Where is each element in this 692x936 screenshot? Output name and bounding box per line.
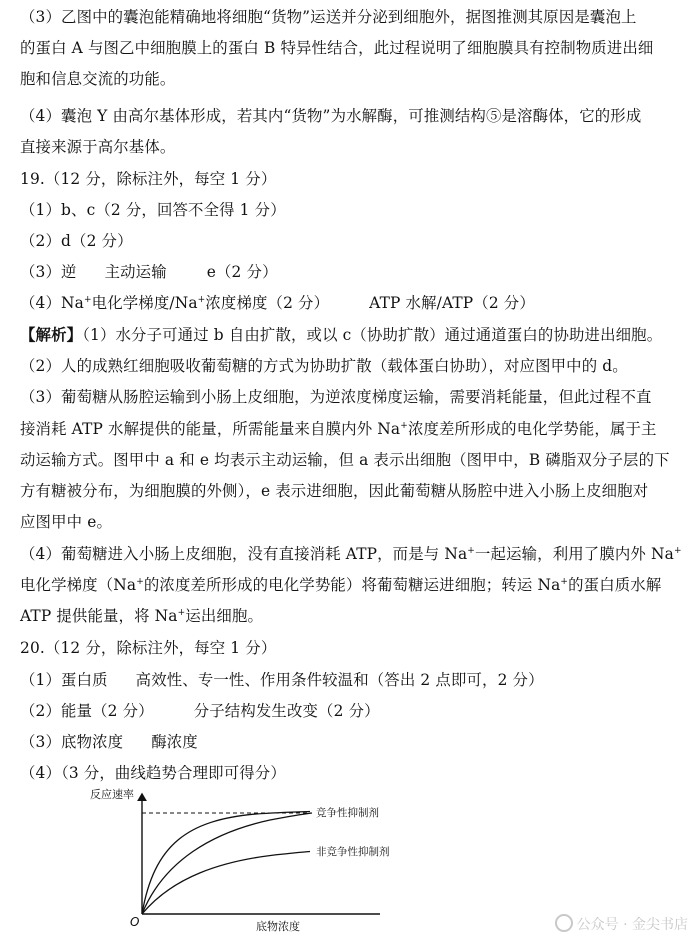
q20-answer-2-blank2: 分子结构发生改变（2 分） <box>193 702 380 720</box>
q20-answer-3 <box>20 731 684 753</box>
superscript-plus: + <box>560 577 569 587</box>
analysis-text: （4）葡萄糖进入小肠上皮细胞，没有直接消耗 ATP，而是与 Na <box>20 545 468 563</box>
q19-analysis-4-line2 <box>20 574 684 596</box>
q19-analysis-3-line5: 应图甲中 e。 <box>20 513 113 531</box>
q20-answer-3-blank1: （3）底物浓度 <box>20 733 124 751</box>
q20-answer-2 <box>20 700 684 722</box>
watermark <box>555 914 688 934</box>
superscript-plus: + <box>136 577 144 587</box>
q18-part4-line2: 直接来源于高尔基体。 <box>20 138 176 156</box>
legend-competitive-inhibitor: 竞争性抑制剂 <box>316 807 379 819</box>
q20-answer-1-blank2: 高效性、专一性、作用条件较温和（答出 2 点即可，2 分） <box>135 671 544 689</box>
analysis-text: 运出细胞。 <box>185 607 264 625</box>
q20-answer-2-blank1: （2）能量（2 分） <box>20 702 154 720</box>
analysis-text: 浓度差所形成的电化学势能，属于主 <box>407 420 657 438</box>
analysis-text: 的浓度差所形成的电化学势能）将葡萄糖运进细胞；转运 Na <box>143 576 561 594</box>
reaction-rate-graph <box>80 786 440 936</box>
q19-analysis-3-line1: （3）葡萄糖从肠腔运输到小肠上皮细胞，为逆浓度梯度运输，需要消耗能量，但此过程不直 <box>20 388 652 406</box>
analysis-text: ATP 提供能量，将 Na <box>20 607 178 625</box>
analysis-text: 接消耗 ATP 水解提供的能量，所需能量来自膜内外 Na <box>20 420 401 438</box>
q18-part4-line1: （4）囊泡 Y 由高尔基体形成，若其内“货物”为水解酶，可推测结构⑤是溶酶体，它的形成 <box>20 107 642 125</box>
q20-header: 20.（12 分，除标注外，每空 1 分） <box>20 639 277 657</box>
q19-answer-3-blank3: e（2 分） <box>206 263 278 281</box>
superscript-plus: + <box>83 295 92 305</box>
watermark-text: 公众号 · 金尖书店 <box>576 917 688 933</box>
curve-noncompetitive-inhibitor <box>142 852 310 915</box>
superscript-plus: + <box>400 421 408 431</box>
q20-answer-1 <box>20 669 684 691</box>
superscript-plus: + <box>673 546 682 556</box>
q19-analysis-4-line1 <box>20 543 684 565</box>
q20-answer-3-blank2: 酶浓度 <box>151 733 198 751</box>
q18-part3-line1: （3）乙图中的囊泡能精确地将细胞“货物”运送并分泌到细胞外，据图推测其原因是囊泡上 <box>20 8 637 26</box>
q19-analysis-2: （2）人的成熟红细胞吸收葡萄糖的方式为协助扩散（载体蛋白协助），对应图甲中的 d。 <box>20 357 628 375</box>
q19-analysis-1 <box>20 324 684 346</box>
q19-answer-3-blank2: 主动运输 <box>104 263 167 281</box>
superscript-plus: + <box>197 295 206 305</box>
q19-analysis-3-line3: 动运输方式。图甲中 a 和 e 均表示主动运输，但 a 表示出细胞（图甲中，B 磷脂双分子层的下 <box>20 451 670 469</box>
q19-header: 19.（12 分，除标注外，每空 1 分） <box>20 170 277 188</box>
superscript-plus: + <box>177 608 186 618</box>
q19-answer-3 <box>20 261 684 283</box>
analysis-text: （1）水分子可通过 b 自由扩散，或以 c（协助扩散）通过通道蛋白的协助进出细胞。 <box>82 326 663 344</box>
analysis-tag: 【解析】 <box>20 326 83 344</box>
q20-answer-1-blank1: （1）蛋白质 <box>20 671 108 689</box>
origin-label: O <box>130 915 140 929</box>
q19-a4-blank2: ATP 水解/ATP（2 分） <box>369 294 535 312</box>
analysis-text: 电化学梯度（Na <box>20 576 137 594</box>
q19-answer-4 <box>20 292 684 314</box>
q19-analysis-3-line2 <box>20 418 684 440</box>
legend-noncompetitive-inhibitor: 非竞争性抑制剂 <box>316 846 390 858</box>
q19-answer-1: （1）b、c（2 分，回答不全得 1 分） <box>20 201 286 219</box>
analysis-text: 的蛋白质水解 <box>568 576 662 594</box>
superscript-plus: + <box>467 546 475 556</box>
q19-answer-2: （2）d（2 分） <box>20 232 133 250</box>
q19-analysis-4-line3 <box>20 605 684 627</box>
q19-a4-text: 电化学梯度/Na <box>91 294 198 312</box>
q20-answer-4: （4）（3 分，曲线趋势合理即可得分） <box>20 764 286 782</box>
q19-answer-3-blank1: （3）逆 <box>20 263 77 281</box>
q19-a4-text: （4）Na <box>20 294 84 312</box>
x-axis-label: 底物浓度 <box>256 920 300 933</box>
analysis-text: 一起运输，利用了膜内外 Na <box>475 545 674 563</box>
q19-a4-text: 浓度梯度（2 分） <box>205 294 330 312</box>
q18-part3-line2: 的蛋白 A 与图乙中细胞膜上的蛋白 B 特异性结合，此过程说明了细胞膜具有控制物质进出细 <box>20 39 654 57</box>
q18-part3-line3: 胞和信息交流的功能。 <box>20 70 176 88</box>
y-axis-label: 反应速率 <box>90 788 134 801</box>
q19-analysis-3-line4: 方有糖被分布，为细胞膜的外侧），e 表示进细胞，因此葡萄糖从肠腔中进入小肠上皮细胞对 <box>20 482 649 500</box>
curve-no-inhibitor <box>142 812 310 915</box>
wechat-icon <box>555 914 573 932</box>
